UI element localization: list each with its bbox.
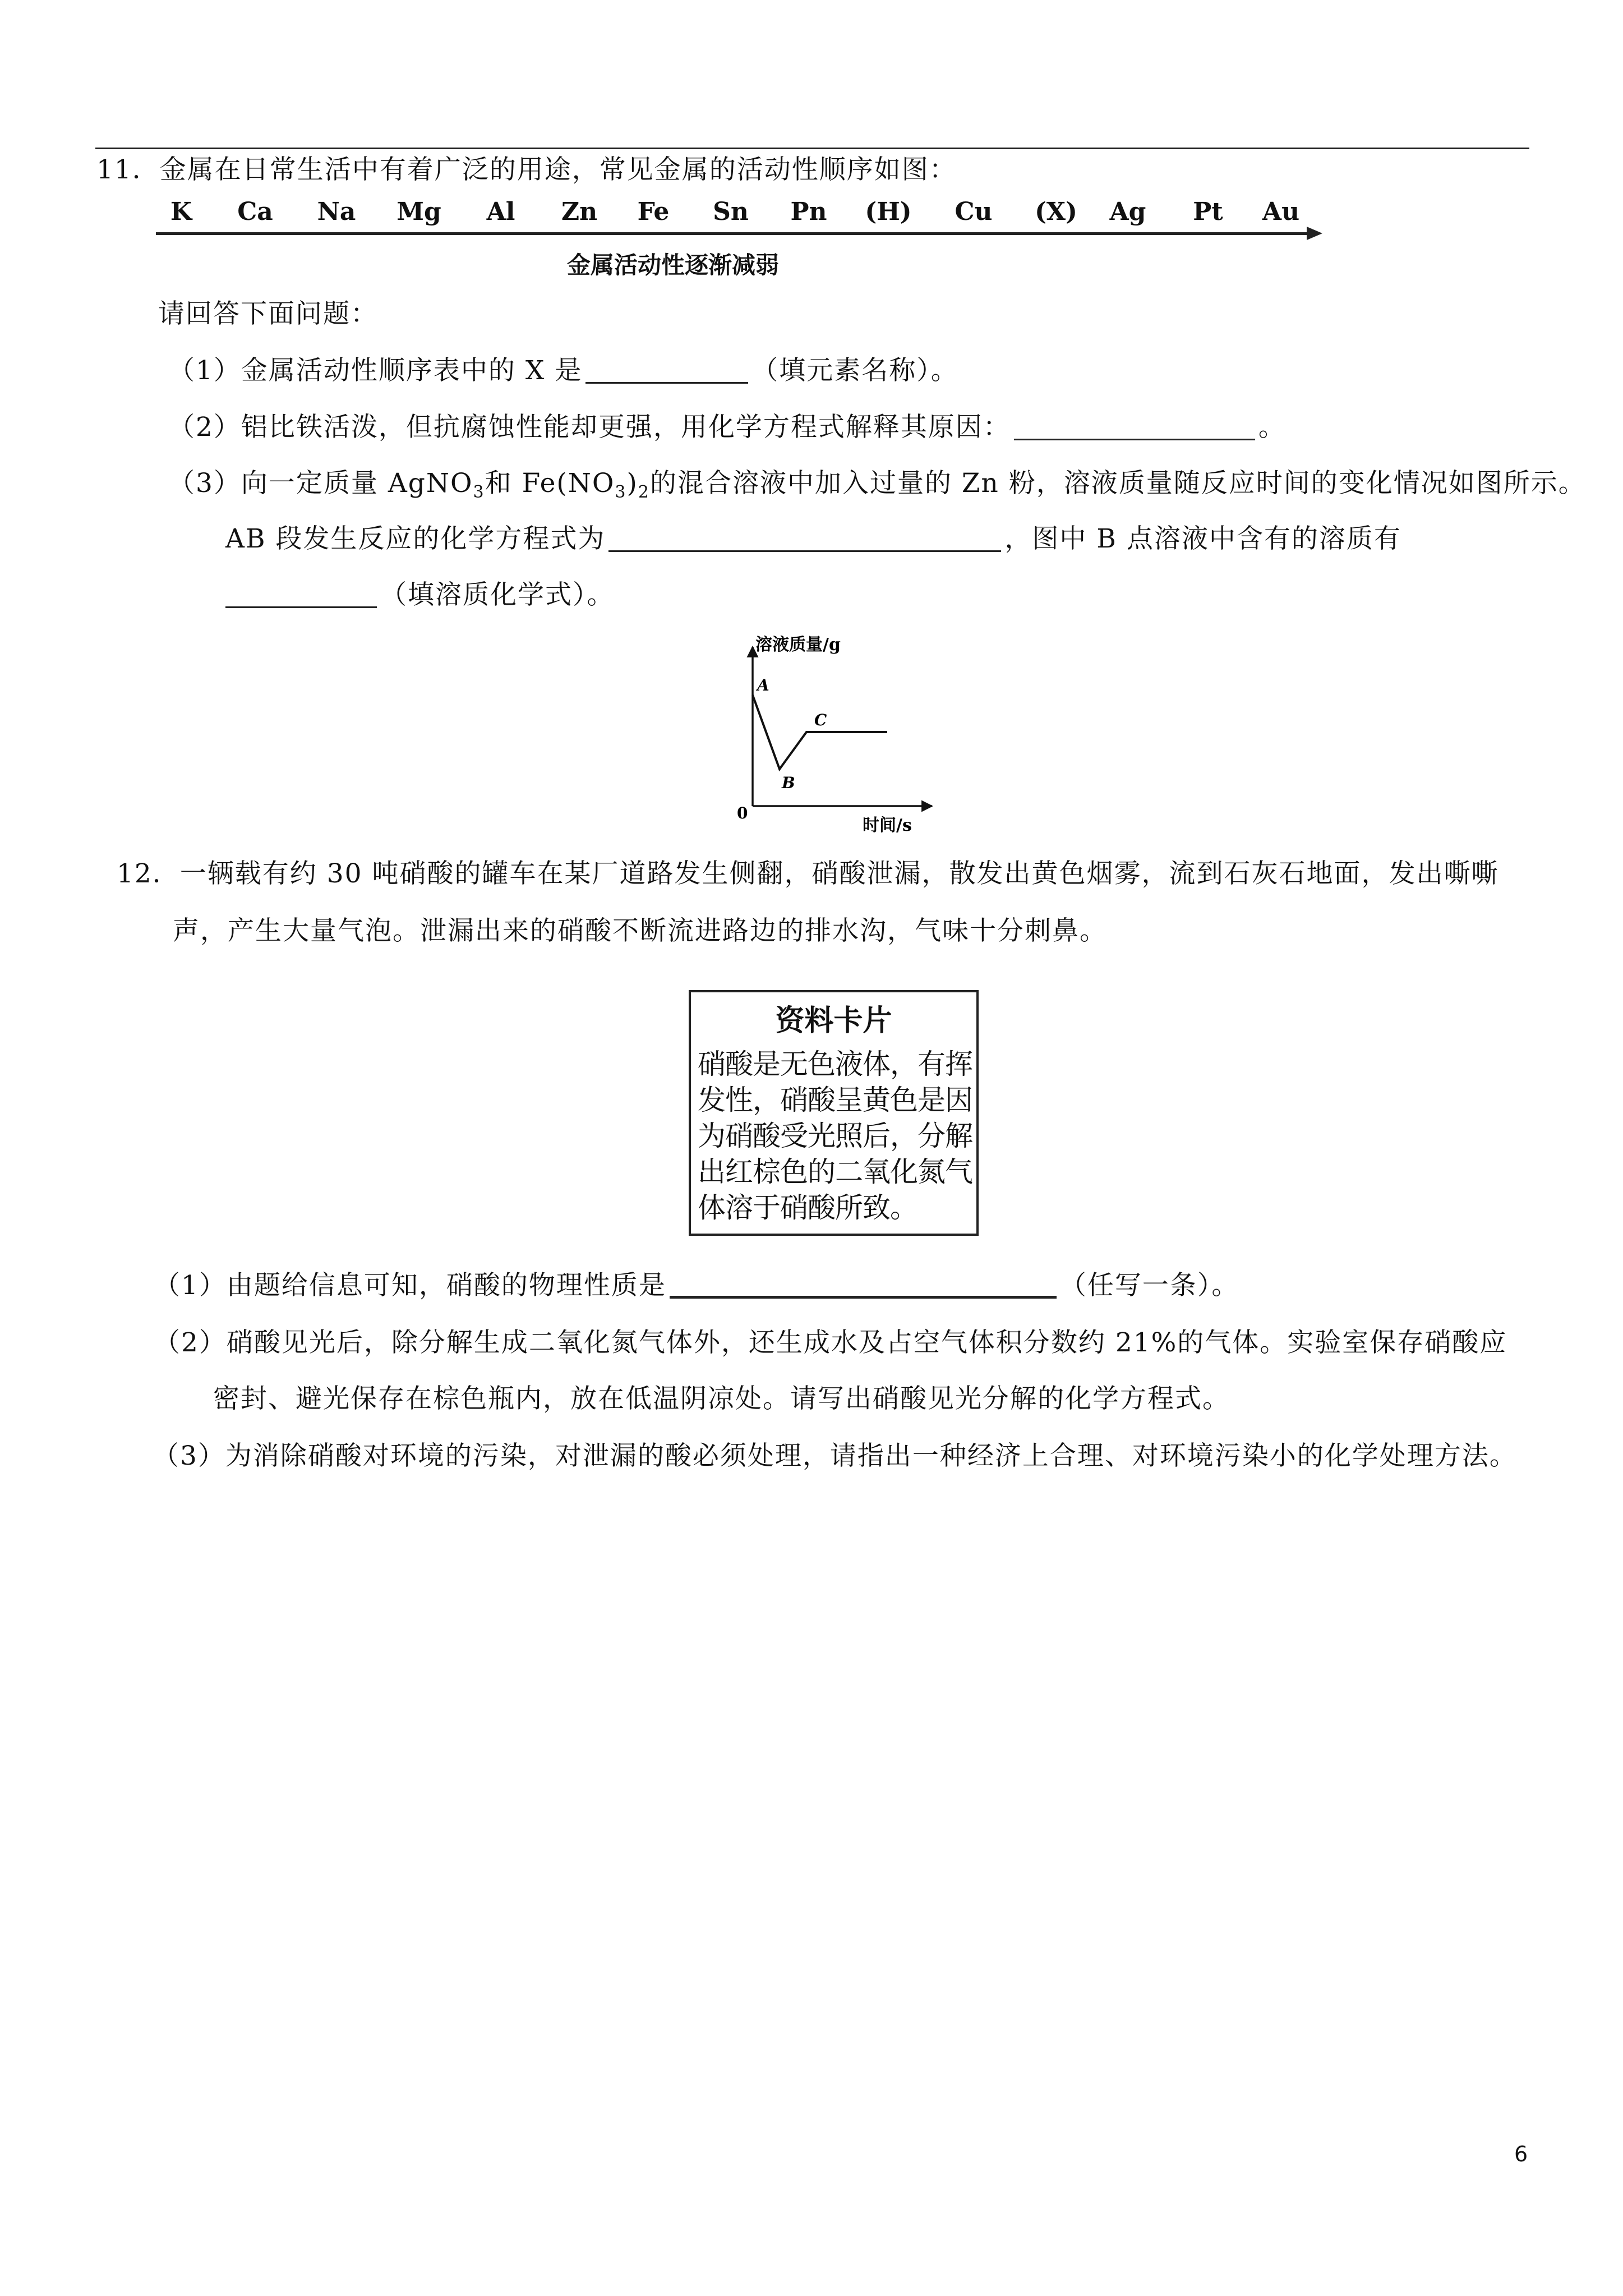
point-label-a: A (757, 676, 769, 694)
answer-blank[interactable] (225, 582, 377, 608)
origin-label: 0 (737, 804, 748, 822)
metal-symbol: Zn (561, 197, 598, 226)
series-arrow-line (156, 232, 1311, 235)
q11-part3-text: 和 Fe(NO (485, 468, 615, 499)
q11-part3-text: ，图中 B 点溶液中含有的溶质有 (1004, 523, 1401, 554)
q12-part1-note: （任写一条）。 (1059, 1270, 1239, 1301)
q11-part3-line3 (225, 579, 615, 611)
answer-blank[interactable] (670, 1271, 1057, 1299)
q12-part2-line2: 密封、避光保存在棕色瓶内，放在低温阴凉处。请写出硝酸见光分解的化学方程式。 (213, 1383, 1230, 1414)
arrow-head-icon (1307, 227, 1322, 240)
metal-symbol: Al (486, 197, 515, 226)
q11-part1-note: （填元素名称）。 (751, 355, 958, 386)
info-card-line: 为硝酸受光照后，分解 (698, 1120, 972, 1152)
metal-symbol: Ag (1109, 197, 1146, 226)
q12-intro-line2: 声，产生大量气泡。泄漏出来的硝酸不断流进路边的排水沟，气味十分刺鼻。 (173, 915, 1107, 946)
series-line (753, 695, 887, 769)
info-card-line: 出红棕色的二氧化氮气 (698, 1156, 972, 1188)
info-card (689, 990, 979, 1236)
subscript: 2 (638, 482, 650, 502)
point-label-c: C (814, 711, 827, 729)
subscript: 3 (615, 482, 627, 502)
q11-intro: 11．金属在日常生活中有着广泛的用途，常见金属的活动性顺序如图： (96, 154, 957, 185)
q11-part3-text: （填溶质化学式）。 (380, 579, 615, 610)
metal-symbol: (H) (865, 197, 912, 226)
q11-part1-text: （1）金属活动性顺序表中的 X 是 (168, 355, 583, 386)
metal-symbol: Na (317, 197, 356, 226)
q11-part3-text: ) (626, 468, 638, 499)
answer-blank[interactable] (585, 357, 748, 384)
header-rule (95, 148, 1529, 149)
q12-intro-line1: 12．一辆载有约 30 吨硝酸的罐车在某厂道路发生侧翻，硝酸泄漏，散发出黄色烟雾，流到石灰石地面，发出嘶嘶 (117, 858, 1499, 889)
q11-part2 (168, 412, 1286, 443)
q11-prompt: 请回答下面问题： (158, 298, 378, 329)
metal-symbol: Pt (1193, 197, 1223, 226)
q11-part3-text: （3）向一定质量 AgNO (168, 468, 473, 499)
y-axis-label: 溶液质量/g (755, 635, 841, 655)
answer-blank[interactable] (1014, 414, 1255, 440)
page-number: 6 (1514, 2142, 1528, 2166)
q11-part3-text: 的混合溶液中加入过量的 Zn 粉，溶液质量随反应时间的变化情况如图所示。 (649, 468, 1586, 499)
metal-activity-series (156, 197, 1322, 279)
metal-symbol: Sn (713, 197, 749, 226)
q11-part3-text: AB 段发生反应的化学方程式为 (225, 523, 606, 554)
metal-symbol: Ca (237, 197, 273, 226)
metal-symbol: (X) (1035, 197, 1077, 226)
q11-part1 (168, 355, 958, 386)
q11-part3-line2 (225, 523, 1401, 555)
info-card-line: 硝酸是无色液体，有挥 (698, 1048, 972, 1080)
series-caption: 金属活动性逐渐减弱 (567, 251, 780, 279)
answer-blank[interactable] (608, 526, 1001, 552)
q11-part2-end: 。 (1258, 412, 1286, 443)
subscript: 3 (473, 482, 485, 502)
metal-symbol: Pn (790, 197, 827, 226)
q12-part1-text: （1）由题给信息可知，硝酸的物理性质是 (154, 1270, 666, 1301)
info-card-title: 资料卡片 (775, 1004, 892, 1038)
q11-part2-text: （2）铝比铁活泼，但抗腐蚀性能却更强，用化学方程式解释其原因： (168, 412, 1011, 443)
point-label-b: B (782, 774, 795, 792)
metal-symbol: Au (1262, 197, 1300, 226)
metal-symbol: K (170, 197, 192, 226)
metal-symbol: Fe (637, 197, 670, 226)
q12-part1 (154, 1270, 1239, 1301)
metal-symbol: Mg (396, 197, 441, 226)
q12-part3: （3）为消除硝酸对环境的污染，对泄漏的酸必须处理，请指出一种经济上合理、对环境污染小的化学处理方法。 (153, 1441, 1517, 1471)
x-axis-label: 时间/s (863, 816, 912, 835)
solution-mass-chart (729, 631, 937, 839)
q12-part2-line1: （2）硝酸见光后，除分解生成二氧化氮气体外，还生成水及占空气体积分数约 21%的气体。实验室保存硝酸应 (154, 1327, 1507, 1358)
q11-part3-line1 (168, 468, 1586, 502)
info-card-line: 发性，硝酸呈黄色是因 (698, 1084, 972, 1116)
info-card-line: 体溶于硝酸所致。 (698, 1191, 917, 1224)
metal-symbol: Cu (955, 197, 993, 226)
